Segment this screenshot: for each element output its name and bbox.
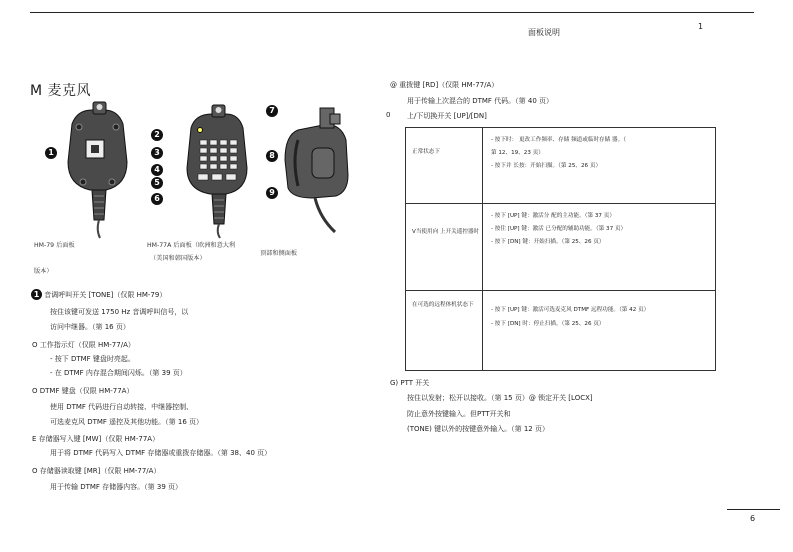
hm77a-caption-1: HM-77A 后面板（欧洲和意大利 [147, 242, 236, 249]
hm77a-caption-3: 版本） [34, 268, 53, 275]
callout-1: 1 [45, 147, 57, 159]
table-row [406, 128, 715, 203]
table-desc-cell [483, 291, 715, 371]
table-line: - 按下时： 更改工作频率、存储 频道或临时存储 器。（ [491, 137, 626, 143]
item-4 [32, 434, 159, 444]
item-5-line1: 用于传输 DTMF 存储器内容。（第 39 页） [50, 483, 183, 491]
table-row [406, 203, 715, 291]
ptt-line3: (TONE) 键以外的按键意外输入。（第 12 页） [407, 425, 549, 433]
updown-marker: 0 [386, 111, 391, 119]
callout-3: 3 [151, 147, 163, 159]
table-state-optional: 在可选的远程体机状态下 [412, 302, 474, 308]
microphone-illustrations [30, 100, 370, 240]
callout-7: 7 [266, 105, 278, 117]
item-2-title: 工作指示灯（仅限 HM-77/A） [39, 341, 135, 349]
callout-8: 8 [266, 150, 278, 162]
table-state-remote: V当使用向 上开关遥控器时 [412, 229, 480, 235]
footer-rule [727, 509, 780, 510]
callout-2: 2 [151, 129, 163, 141]
callout-9: 9 [266, 187, 278, 199]
table-line: - 按下 [DN] 时：停止扫描。（第 25、26 页） [491, 321, 605, 327]
redial-marker: @ [390, 81, 397, 89]
item-3-line1: 使用 DTMF 代码进行自动转接、中继器控制、 [50, 403, 194, 411]
item-1-marker: 1 [31, 289, 42, 300]
table-desc-cell [483, 128, 715, 203]
redial-item [390, 80, 498, 90]
item-2-line1: - 按下 DTMF 键盘时亮起。 [50, 355, 135, 363]
item-4-line1: 用于将 DTMF 代码写入 DTMF 存储器或重拨存储器。（第 38、40 页） [50, 449, 272, 457]
item-1 [31, 289, 166, 300]
hm79-caption: HM-79 后面板 [34, 242, 75, 249]
table-state-cell [406, 204, 483, 291]
callout-4: 4 [151, 164, 163, 176]
hm77a-back-drawing [187, 105, 247, 238]
table-line: - 按下 [UP] 键：激活分 配的主功能。（第 37 页） [491, 213, 615, 219]
ptt-line2: 防止意外按键输入。但PTT开关和 [407, 410, 511, 418]
page-title: M 麦克风 [30, 83, 92, 99]
item-2-marker: O [32, 341, 38, 349]
item-3-marker: O [32, 387, 38, 395]
item-1-line2: 访问中继器。（第 16 页） [50, 323, 130, 331]
table-state-cell [406, 291, 483, 371]
item-5-title: 存储器读取键 [MR]（仅限 HM-77/A） [39, 467, 161, 475]
item-4-title: 存储器写入键 [MW]（仅限 HM-77A） [38, 435, 160, 443]
item-5-marker: O [32, 467, 38, 475]
chapter-number: 1 [698, 22, 704, 31]
item-3-line2: 可选麦克风 DTMF 遥控及其他功能。（第 16 页） [50, 418, 204, 426]
item-2-line2: - 在 DTMF 内存混合期间闪烁。（第 39 页） [50, 369, 187, 377]
redial-title: 重拨键 [RD]（仅限 HM-77/A） [399, 81, 499, 89]
callout-6: 6 [151, 193, 163, 205]
top-side-caption: 顶部和侧面板 [260, 250, 298, 257]
table-line: - 按住 [UP] 键：激活 已分配的辅助功能。（第 37 页） [491, 226, 627, 232]
table-state-cell [406, 128, 483, 203]
table-line: - 按下 [UP] 键：激活可选麦克风 DTMF 远程功能。（第 42 页） [491, 307, 650, 313]
ptt-line1: 按住以发射；松开以接收。（第 15 页）@ 锁定开关 [LOCX] [407, 394, 593, 402]
table-row [406, 290, 715, 371]
table-line: - 按下 [DN] 键：开始扫描。（第 25、26 页） [491, 239, 605, 245]
redial-line1: 用于传输上次混合的 DTMF 代码。（第 40 页） [407, 97, 554, 105]
item-5 [32, 466, 160, 476]
page-number: 6 [750, 514, 756, 523]
table-state-normal: 正常状态下 [412, 149, 440, 155]
hm77a-caption-2: （美国和韩国版本） [150, 255, 206, 262]
section-title: 面板说明 [528, 28, 560, 37]
hm79-back-drawing [68, 102, 127, 238]
item-1-title: 音调呼叫开关 [TONE]（仅限 HM-79） [44, 291, 167, 299]
updown-function-table [405, 127, 716, 371]
top-side-drawing [285, 108, 348, 232]
table-desc-cell [483, 204, 715, 291]
item-3 [32, 386, 133, 396]
updown-title: 上/下切换开关 [UP]/[DN] [407, 112, 487, 120]
callout-5: 5 [151, 177, 163, 189]
table-line: 第 12、19、23 页） [491, 150, 544, 156]
header-rule [30, 12, 754, 13]
ptt-title: G) PTT 开关 [390, 379, 430, 387]
item-2 [32, 340, 135, 350]
item-3-title: DTMF 键盘（仅限 HM-77A） [39, 387, 134, 395]
item-1-line1: 按住该键可发送 1750 Hz 音调呼叫信号，以 [50, 308, 189, 316]
item-4-marker: E [32, 435, 37, 443]
table-line: - 按下并 长按：开始扫描。（第 25、26 页） [491, 163, 602, 169]
